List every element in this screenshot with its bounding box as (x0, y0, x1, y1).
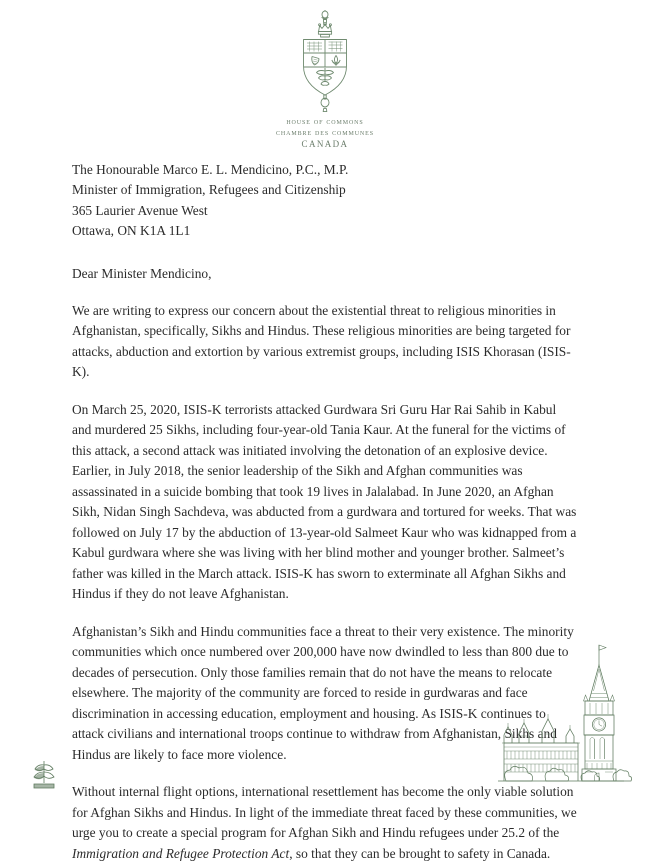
paragraph-4 (72, 782, 577, 864)
paragraph-3: Afghanistan’s Sikh and Hindu communities face a threat to their very existence. The minority communities which once numbered over 200,000 have now dwindled to less than 800 due to decades of persecution. Only those families remain that do not have the means to relocate elsewhere. The majority of the community are forced to reside in gurdwaras and face discrimination in accessing education, employment and housing. As ISIS-K continues to attack civilians and international troops continue to withdraw from Afghanistan, Sikhs and Hindus are likely to face more violence. (72, 623, 574, 762)
recipient-title: Minister of Immigration, Refugees and Citizenship (72, 182, 346, 198)
recipient-city-postal: Ottawa, ON K1A 1L1 (72, 223, 191, 239)
letterhead-line-english: house of commons (286, 116, 364, 126)
recipient-address-block (72, 160, 577, 242)
paragraph-4-text-before-citation: Without internal flight options, international resettlement has become the only viable solution for Afghan Sikhs and Hindus. In light of the immediate threat faced by these communities, we urge you to create a special program for Afghan Sikh and Hindu refugees under 25.2 of the (72, 784, 577, 841)
house-of-commons-coat-of-arms-icon (288, 10, 362, 114)
letterhead-line-french: chambre des communes (276, 126, 374, 137)
paragraph-1: We are writing to express our concern about the existential threat to religious minorities in Afghanistan, specifically, Sikhs and Hindus. These religious minorities are being targeted for attacks, abduction and extortion by various extremist groups, including ISIS Khorasan (ISIS-K). (72, 302, 571, 380)
recipient-name: The Honourable Marco E. L. Mendicino, P.C., M.P. (72, 162, 349, 177)
paragraph-4-text-after-citation: , so that they can be brought to safety in Canada. (289, 845, 551, 861)
salutation: Dear Minister Mendicino, (72, 265, 212, 281)
legislation-citation: Immigration and Refugee Protection Act (72, 845, 290, 861)
letterhead-text (0, 116, 650, 150)
letterhead-country: CANADA (301, 138, 349, 149)
paragraph-2: On March 25, 2020, ISIS-K terrorists attacked Gurdwara Sri Guru Har Rai Sahib in Kabul and murdered 25 Sikhs, including four-year-old Tania Kaur. At the funeral for the victims of this attack, a second attack was initiated involving the detonation of an explosive device. Earlier, in July 2018, the senior leadership of the Sikh and Afghan communities was assassinated in a suicide bombing that took 19 lives in Jalalabad. In June 2020, an Afghan Sikh, Nidan Singh Sachdeva, was abducted from a gurdwara and tortured for weeks. That was followed on July 17 by the abduction of 13-year-old Salmeet Kaur who was kidnapped from a Kabul gurdwara where she was living with her blind mother and younger brother. Salmeet’s father was killed in the March attack. ISIS-K has sworn to exterminate all Afghan Sikhs and Hindus if they do not leave Afghanistan. (72, 401, 577, 602)
letterhead (0, 10, 650, 150)
letter-body (72, 160, 577, 864)
green-foliage-sprig-illustration (26, 757, 62, 791)
recipient-street: 365 Laurier Avenue West (72, 202, 208, 218)
